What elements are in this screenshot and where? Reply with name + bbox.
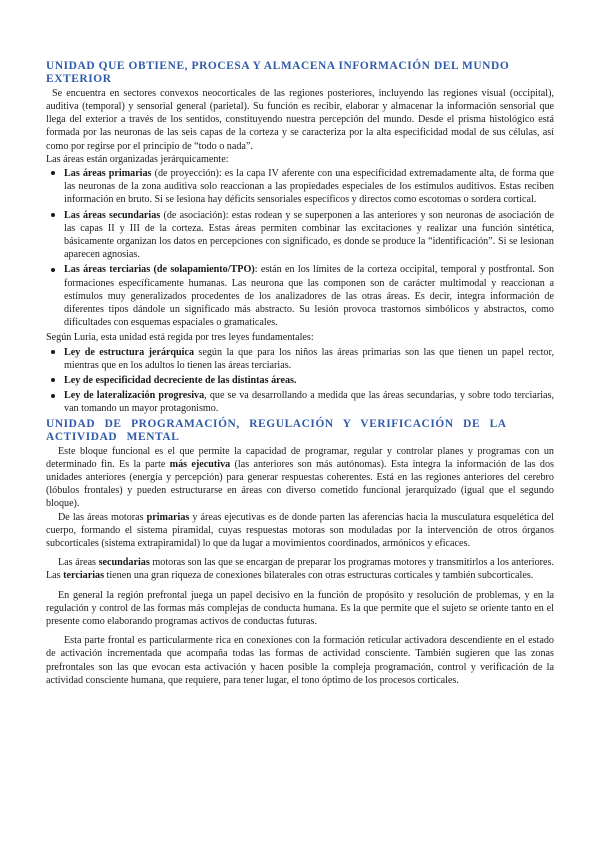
- bullet-icon: [51, 213, 55, 217]
- section-heading-1: UNIDAD QUE OBTIENE, PROCESA Y ALMACENA INFORMACIÓN DEL MUNDO EXTERIOR: [46, 60, 510, 86]
- list-item-text: (de asociación): estas rodean y se superponen a las anteriores y son neuronas de asociación de las capas II y III de la corteza. Estas áreas permiten combinar las excitaciones y realizar una función sintética, básicamente organizan los datos en percepciones con significado, es donde se produce la “identificación”. Si se lesionan aparecen agnosias.: [64, 209, 555, 261]
- list-item-term: Ley de especificidad decreciente de las distintas áreas.: [64, 375, 297, 387]
- list-item-text: (de proyección): es la capa IV aferente con una especificidad extremadamente alta, de forma que las neuronas de la zona auditiva solo reaccionan a las propiedades especiales de los estímulos auditivos. Estas reciben información en bruto. Si se lesiona hay déficits sensoriales específicos y directos como escotomas o sordera cortical.: [64, 168, 555, 206]
- bullet-icon: [51, 378, 55, 382]
- section2-paragraph-3: [46, 556, 554, 582]
- bold-term: secundarias: [98, 557, 150, 569]
- text-run: y áreas ejecutivas es de donde parten las aferencias hacia la musculatura esquelética del cuerpo, formando el sistema piramidal, cuyas respuestas motoras son moduladas por la intervención de otros órganos subcorticales (sistema extrapiramidal) lo que da lugar a movimientos coordinados, armónicos y eficaces.: [46, 511, 554, 549]
- list-item-text: según la que para los niños las áreas primarias son las que tienen un papel rector, mientras que en los adultos lo tienen las áreas terciarias.: [64, 346, 554, 371]
- text-run: Este bloque funcional es el que permite la capacidad de programar, regular y controlar planes y programas con un determinado fin. Es la parte: [46, 445, 554, 470]
- list-item: [64, 346, 554, 372]
- list-item-term: Ley de lateralización progresiva: [64, 390, 205, 402]
- list-item-term: Las áreas primarias: [64, 168, 152, 180]
- areas-list: [46, 167, 554, 329]
- bullet-icon: [51, 394, 55, 398]
- bold-term: terciarias: [63, 570, 105, 582]
- areas-intro: Las áreas están organizadas jerárquicamente:: [46, 153, 229, 165]
- bullet-icon: [51, 171, 55, 175]
- text-run: tienen una gran riqueza de conexiones bilaterales con otras estructuras corticales y también subcorticales.: [104, 570, 534, 582]
- list-item-term: Ley de estructura jerárquica: [64, 346, 195, 358]
- text-run: De las áreas motoras: [58, 511, 147, 523]
- list-item-term: Las áreas terciarias (de solapamiento/TPO): [64, 264, 255, 276]
- list-item: [64, 374, 554, 387]
- section-heading-2: UNIDAD DE PROGRAMACIÓN, REGULACIÓN Y VERIFICACIÓN DE LA ACTIVIDAD MENTAL: [46, 417, 506, 444]
- bold-term: primarias: [146, 511, 190, 523]
- bullet-icon: [51, 268, 55, 272]
- bullet-icon: [51, 350, 55, 354]
- laws-list: [46, 346, 554, 416]
- bold-term: más ejecutiva: [169, 458, 231, 470]
- section2-paragraph-5: Esta parte frontal es particularmente rica en conexiones con la formación reticular activadora descendiente en el estado de activación incrementada que acompaña todas las formas de actividad consciente. También sugieren que las zonas prefrontales son las que evocan esta activación y hacen posible la compleja programación, control y verificación de la actividad consciente humana, que requiere, para tener lugar, el tono óptimo de los procesos corticales.: [46, 635, 554, 686]
- section2-paragraph-2: [46, 511, 554, 551]
- list-item: [64, 167, 554, 207]
- text-run: motoras son las que se encargan de preparar los programas motores y transmitirlos a los anteriores. Las: [46, 557, 554, 582]
- section2-paragraph-1: [46, 445, 554, 511]
- text-run: (las anteriores son más autónomas). Esta integra la información de las dos unidades anteriores (energía y percepción) para generar respuestas coherentes. Está en las regiones anteriores del cerebro (lóbulos frontales) y pueden estructurarse en áreas con diverso cometido funcional jerarquizado (igual que el segundo bloque).: [46, 458, 554, 510]
- section2-paragraph-4: En general la región prefrontal juega un papel decisivo en la función de propósito y resolución de problemas, y en la regulación y control de las formas más complejas de conducta humana. Es la que permite que el sujeto se oriente tanto en el presente como elaborando programas activos de conductas futuras.: [46, 589, 554, 627]
- laws-intro: Según Luria, esta unidad está regida por tres leyes fundamentales:: [46, 332, 314, 344]
- list-item: [64, 263, 554, 329]
- list-item-text: : están en los límites de la corteza occipital, temporal y postfrontal. Son formaciones específicamente humanas. Las neurona que las componen son de carácter multimodal y reaccionan a estímulos muy generalizados procedentes de los analizadores de las otras áreas. Es decir, integra información de diferentes tipos dándole un significado más abstracto. Su lesión provoca trastornos simbólicos y abstractos, como dificultades con esquemas espaciales o gramaticales.: [64, 264, 555, 329]
- section1-intro-paragraph: Se encuentra en sectores convexos neocorticales de las regiones posteriores, incluyendo las regiones visual (occipital), auditiva (temporal) y sensorial general (parietal). Su función es recibir, elaborar y almacenar la información sensorial que llega del exterior a través de los sentidos, constituyendo nuestra percepción del mundo. Desde el prisma histológico está formada por las neuronas de las seis capas de la corteza y se caracteriza por la alta especificidad modal de sus células, así como por regirse por el principio de “todo o nada”.: [46, 87, 554, 152]
- list-item: [64, 389, 554, 415]
- list-item: [64, 209, 554, 262]
- list-item-text: , que se va desarrollando a medida que las áreas secundarias, y sobre todo terciarias, van tomando un mayor protagonismo.: [64, 390, 554, 415]
- list-item-term: Las áreas secundarias: [64, 209, 161, 221]
- text-run: Las áreas: [58, 557, 99, 569]
